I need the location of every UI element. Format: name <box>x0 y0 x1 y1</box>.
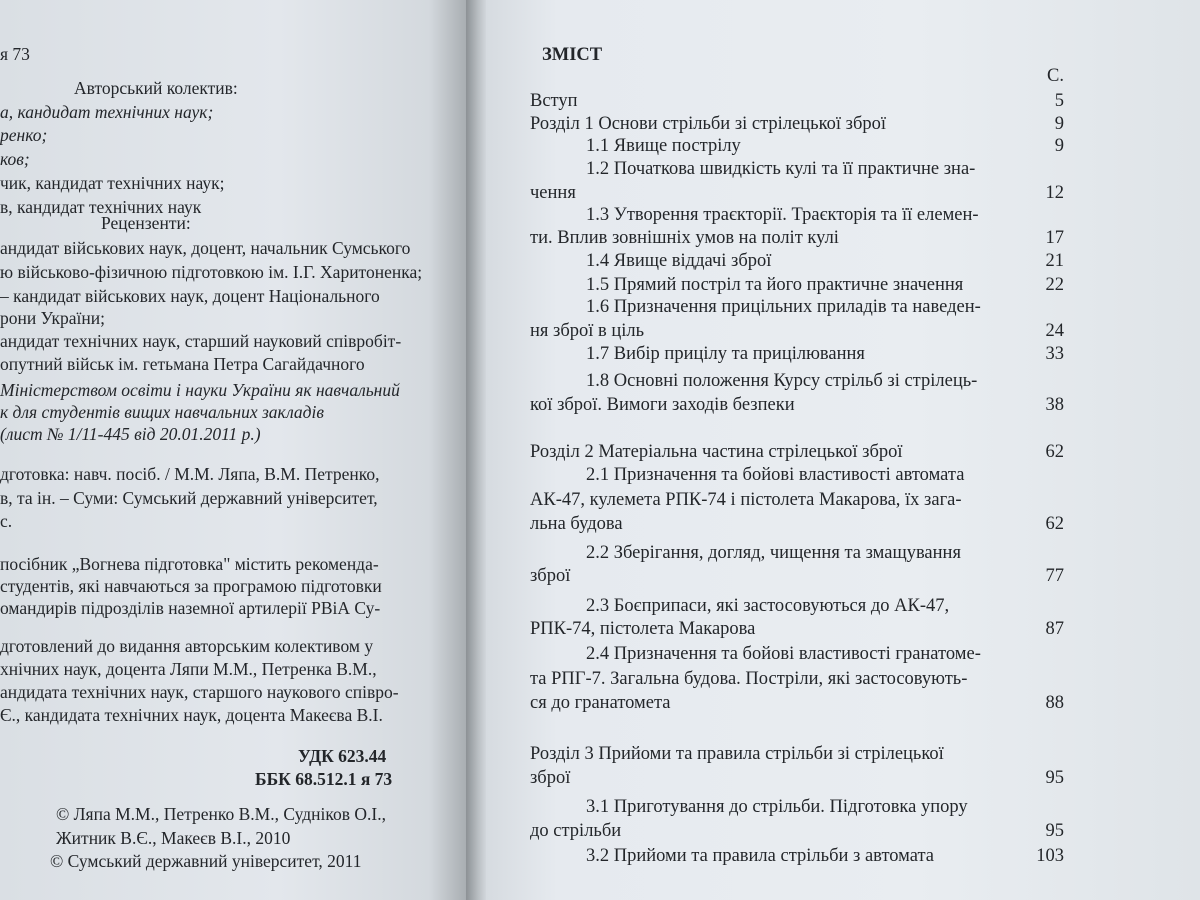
toc-entry-line: ся до гранатомета <box>530 693 671 713</box>
toc-page-number: 95 <box>1045 768 1064 788</box>
toc-entry-line: зброї <box>530 566 571 586</box>
abstract-line: студентів, які навчаються за програмою підготовки <box>0 576 382 596</box>
left-page <box>0 0 466 900</box>
toc-entry-line: АК-47, кулемета РПК-74 і пістолета Макарова, їх зага- <box>530 490 962 510</box>
author-line: в, кандидат технічних наук <box>0 197 202 217</box>
citation-line: с. <box>0 511 13 531</box>
toc-page-number: 62 <box>1045 442 1064 462</box>
abstract-line: посібник „Вогнева підготовка" містить рекоменда- <box>0 554 379 574</box>
reviewer-line: ю військово-фізичною підготовкою ім. І.Г. Харитоненка; <box>0 262 423 282</box>
author-line: чик, кандидат технічних наук; <box>0 173 225 193</box>
author-line: ренко; <box>0 125 48 145</box>
right-page <box>486 0 1200 900</box>
toc-entry-line: 1.3 Утворення траєкторії. Траєкторія та її елемен- <box>586 205 979 225</box>
abstract-line: омандирів підрозділів наземної артилерії РВіА Су- <box>0 598 381 618</box>
reviewer-line: андидат військових наук, доцент, начальник Сумського <box>0 238 411 258</box>
toc-entry-line: 3.1 Приготування до стрільби. Підготовка упору <box>586 797 968 817</box>
copyright-line: Житник В.Є., Макеєв В.І., 2010 <box>56 828 291 848</box>
toc-page-number: 95 <box>1045 821 1064 841</box>
toc-page-number: 5 <box>1054 91 1064 111</box>
toc-entry-line: 2.2 Зберігання, догляд, чищення та змащування <box>586 543 961 563</box>
page-title: ЗМІСТ <box>542 45 603 65</box>
toc-page-number: 38 <box>1045 395 1064 415</box>
approval-line: Міністерством освіти і науки України як навчальний <box>0 380 400 400</box>
toc-page-number: 9 <box>1054 114 1064 134</box>
reviewer-line: андидат технічних наук, старший науковий співробіт- <box>0 331 402 351</box>
toc-page-number: 22 <box>1045 275 1064 295</box>
toc-entry-line: РПК-74, пістолета Макарова <box>530 619 756 639</box>
toc-page-number: 12 <box>1045 183 1064 203</box>
toc-entry-line: 1.2 Початкова швидкість кулі та її практичне зна- <box>586 159 976 179</box>
toc-page-number: 33 <box>1045 344 1064 364</box>
approval-line: к для студентів вищих навчальних закладів <box>0 402 324 422</box>
abstract-line: андидата технічних наук, старшого наукового співро- <box>0 682 399 702</box>
abstract-line: дготовлений до видання авторським колективом у <box>0 636 374 656</box>
toc-entry-line: 2.1 Призначення та бойові властивості автомата <box>586 465 965 485</box>
toc-page-number: 62 <box>1045 514 1064 534</box>
authors-heading: Авторський колектив: <box>74 78 238 98</box>
reviewers-heading: Рецензенти: <box>101 213 191 233</box>
toc-entry-line: 1.8 Основні положення Курсу стрільб зі стрілець- <box>586 371 978 391</box>
toc-page-number: 21 <box>1045 251 1064 271</box>
page-column-label: С. <box>1047 66 1064 86</box>
author-line: а, кандидат технічних наук; <box>0 102 214 122</box>
toc-entry-line: Розділ 2 Матеріальна частина стрілецької зброї <box>530 442 903 462</box>
toc-page-number: 24 <box>1045 321 1064 341</box>
toc-entry-line: чення <box>530 183 576 203</box>
toc-entry-line: Розділ 1 Основи стрільби зі стрілецької зброї <box>530 114 887 134</box>
toc-entry-line: ти. Вплив зовнішніх умов на політ кулі <box>530 228 839 248</box>
header-fragment: я 73 <box>0 44 30 64</box>
abstract-line: хнічних наук, доцента Ляпи М.М., Петренка В.М., <box>0 659 377 679</box>
author-line: ков; <box>0 149 30 169</box>
copyright-line: © Ляпа М.М., Петренко В.М., Судніков О.І., <box>56 804 386 824</box>
citation-line: в, та ін. – Суми: Сумський державний університет, <box>0 488 378 508</box>
toc-entry-line: 1.4 Явище віддачі зброї <box>586 251 772 271</box>
toc-entry-line: 1.5 Прямий постріл та його практичне значення <box>586 275 964 295</box>
toc-page-number: 77 <box>1045 566 1064 586</box>
copyright-line: © Сумський державний університет, 2011 <box>50 851 362 871</box>
book-gutter <box>466 0 488 900</box>
toc-entry-line: 1.6 Призначення прицільних приладів та наведен- <box>586 297 981 317</box>
toc-entry-line: Вступ <box>530 91 578 111</box>
toc-page-number: 103 <box>1036 846 1064 866</box>
toc-page-number: 17 <box>1045 228 1064 248</box>
toc-entry-line: 1.1 Явище пострілу <box>586 136 741 156</box>
toc-entry-line: Розділ 3 Прийоми та правила стрільби зі стрілецької <box>530 744 944 764</box>
approval-line: (лист № 1/11-445 від 20.01.2011 р.) <box>0 424 261 444</box>
toc-entry-line: ня зброї в ціль <box>530 321 645 341</box>
toc-entry-line: зброї <box>530 768 571 788</box>
udk-code: УДК 623.44 <box>298 746 387 766</box>
toc-entry-line: 2.4 Призначення та бойові властивості гранатоме- <box>586 644 981 664</box>
toc-entry-line: 2.3 Боєприпаси, які застосовуються до АК-47, <box>586 596 950 616</box>
toc-entry-line: льна будова <box>530 514 623 534</box>
reviewer-line: – кандидат військових наук, доцент Національного <box>0 286 380 306</box>
citation-line: дготовка: навч. посіб. / М.М. Ляпа, В.М. Петренко, <box>0 464 380 484</box>
toc-entry-line: та РПГ-7. Загальна будова. Постріли, які застосовують- <box>530 669 968 689</box>
toc-page-number: 9 <box>1054 136 1064 156</box>
toc-entry-line: до стрільби <box>530 821 622 841</box>
reviewer-line: рони України; <box>0 308 105 328</box>
toc-page-number: 87 <box>1045 619 1064 639</box>
bbk-code: ББК 68.512.1 я 73 <box>255 769 393 789</box>
toc-entry-line: кої зброї. Вимоги заходів безпеки <box>530 395 795 415</box>
toc-page-number: 88 <box>1045 693 1064 713</box>
toc-entry-line: 1.7 Вибір прицілу та прицілювання <box>586 344 865 364</box>
reviewer-line: опутний військ ім. гетьмана Петра Сагайдачного <box>0 354 365 374</box>
toc-entry-line: 3.2 Прийоми та правила стрільби з автомата <box>586 846 935 866</box>
abstract-line: Є., кандидата технічних наук, доцента Макеєва В.І. <box>0 705 383 725</box>
